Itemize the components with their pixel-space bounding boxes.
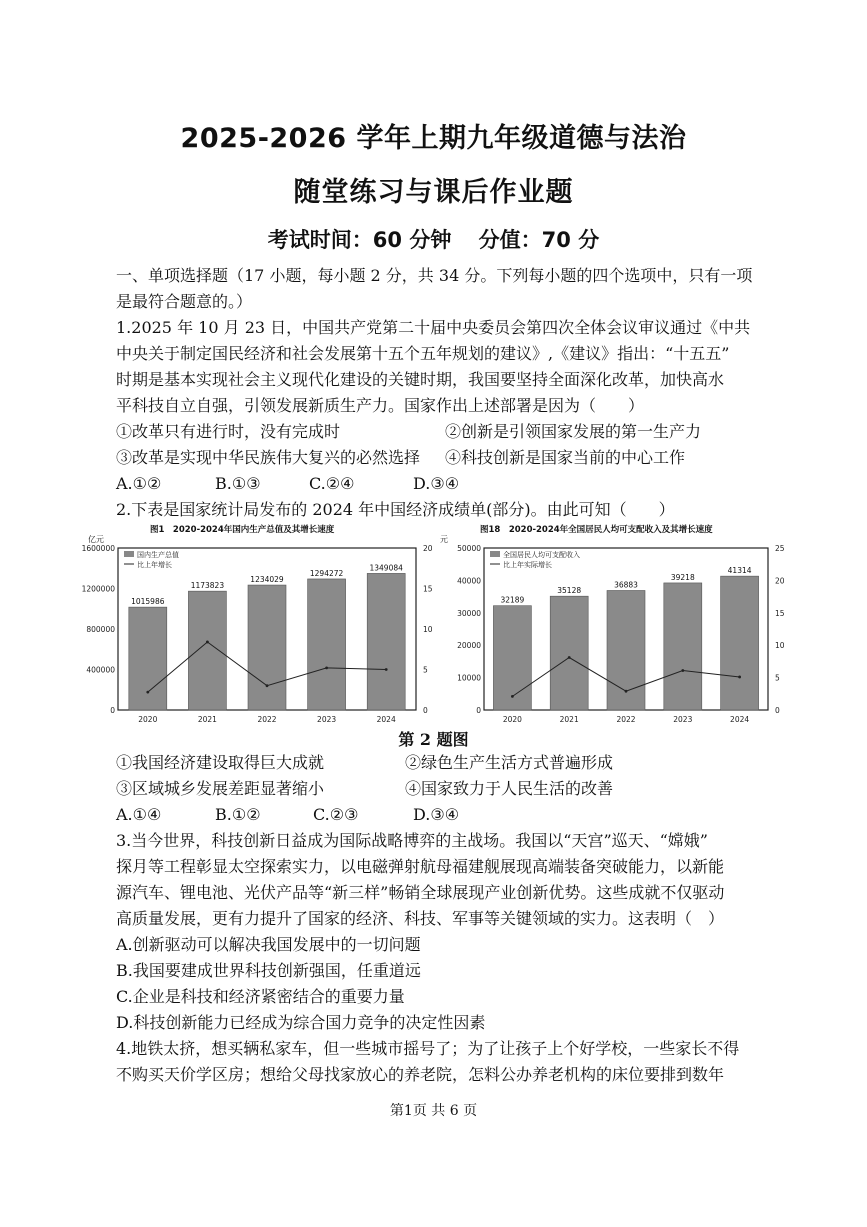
chart2-xtick-label: 2020 — [502, 715, 522, 724]
chart2-xtick-label: 2022 — [616, 715, 636, 724]
exam-subtitle: 随堂练习与课后作业题 — [293, 177, 574, 208]
exam-score: 分值：70 分 — [478, 228, 600, 252]
exam-info — [0, 224, 867, 254]
chart2-right-tick-label: 10 — [775, 641, 785, 651]
chart2-bar-value-label: 35128 — [557, 586, 582, 596]
chart2-legend-swatch-bar — [490, 551, 500, 557]
chart1-growth-point — [385, 668, 388, 671]
q4-stem-2: 不购买天价学区房；想给父母找家放心的养老院，怎料公办养老机构的床位要排到数年 — [116, 1065, 725, 1084]
chart1-xtick-label: 2021 — [197, 715, 217, 724]
chart1-xtick-label: 2020 — [138, 715, 158, 724]
chart2-right-tick-label: 15 — [775, 608, 785, 618]
q1-stem-3: 时期是基本实现社会主义现代化建设的关键时期，我国要坚持全面深化改革，加快高水 — [116, 370, 725, 389]
figure-caption: 第 2 题图 — [398, 730, 469, 749]
q1-stem-2: 中央关于制定国民经济和社会发展第十五个五年规划的建议》,《建议》指出：“十五五” — [116, 344, 730, 363]
chart1-right-tick-label: 5 — [423, 665, 428, 675]
chart1-title: 图1 2020-2024年国内生产总值及其增长速度 — [150, 525, 335, 535]
chart2-bar-value-label: 39218 — [670, 572, 695, 582]
q3-option-d: D.科技创新能力已经成为综合国力竞争的决定性因素 — [116, 1013, 486, 1032]
chart2-ytick-label: 0 — [476, 706, 481, 715]
chart2-growth-point — [625, 690, 628, 693]
q3-option-a: A.创新驱动可以解决我国发展中的一切问题 — [116, 935, 421, 954]
chart2-bar — [493, 606, 531, 710]
chart1-xtick-label: 2022 — [257, 715, 277, 724]
chart1-bar-value-label: 1015986 — [131, 597, 165, 607]
gdp-chart — [81, 520, 438, 730]
q3-stem-2: 探月等工程彰显太空探索实力，以电磁弹射航母福建舰展现高端装备突破能力，以新能 — [116, 857, 725, 876]
q2-option-c: C.②③ — [313, 805, 359, 824]
chart2-right-tick-label: 0 — [775, 706, 780, 715]
chart2-bar — [550, 596, 588, 710]
chart2-growth-point — [511, 695, 514, 698]
chart1-right-tick-label: 10 — [423, 625, 433, 634]
chart2-bar — [664, 583, 702, 710]
chart1-ytick-label: 0 — [110, 706, 115, 715]
chart2-growth-point — [738, 676, 741, 679]
exam-title: 2025-2026 学年上期九年级道德与法治 — [180, 123, 687, 154]
chart1-right-tick-label: 15 — [423, 584, 433, 594]
q1-option-a: A.①② — [116, 474, 162, 493]
q2-statement-1: ①我国经济建设取得巨大成就 — [116, 753, 325, 772]
income-chart — [440, 520, 792, 730]
chart2-ytick-label: 30000 — [457, 608, 481, 618]
q1-option-b: B.①③ — [215, 474, 261, 493]
q1-statement-3: ③改革是实现中华民族伟大复兴的必然选择 — [116, 448, 421, 467]
chart2-right-tick-label: 20 — [775, 576, 785, 586]
chart1-growth-point — [325, 666, 328, 669]
chart2-ytick-label: 50000 — [457, 544, 481, 553]
chart2-xtick-label: 2023 — [673, 715, 693, 724]
chart1-growth-point — [206, 641, 209, 644]
chart2-legend-label: 全国居民人均可支配收入 — [503, 551, 580, 559]
q4-stem-1: 4.地铁太挤，想买辆私家车，但一些城市摇号了；为了让孩子上个好学校，一些家长不得 — [116, 1039, 740, 1058]
q1-statement-1: ①改革只有进行时，没有完成时 — [116, 422, 341, 441]
q2-option-a: A.①④ — [116, 805, 162, 824]
chart1-bar-value-label: 1349084 — [369, 563, 403, 573]
chart1-bar — [308, 579, 346, 710]
chart1-growth-point — [146, 691, 149, 694]
chart1-legend-swatch-bar — [124, 551, 134, 557]
chart2-bar-value-label: 41314 — [727, 566, 752, 576]
chart2-ytick-label: 20000 — [457, 641, 481, 651]
q3-stem-3: 源汽车、锂电池、光伏产品等“新三样”畅销全球展现产业创新优势。这些成就不仅驱动 — [116, 883, 725, 902]
q3-stem-1: 3.当今世界，科技创新日益成为国际战略博弈的主战场。我国以“天宫”巡天、“嫦娥” — [116, 831, 708, 850]
chart2-ytick-label: 40000 — [457, 576, 481, 586]
q3-stem-4: 高质量发展，更有力提升了国家的经济、科技、军事等关键领域的实力。这表明（ ） — [116, 909, 725, 928]
chart1-bar — [367, 573, 405, 710]
chart2-xtick-label: 2024 — [730, 715, 750, 724]
chart1-ytick-label: 1600000 — [81, 544, 115, 553]
chart1-ytick-label: 1200000 — [81, 584, 115, 594]
q1-stem-1: 1.2025 年 10 月 23 日，中国共产党第二十届中央委员会第四次全体会议审议通过《中共 — [116, 318, 751, 337]
chart2-right-tick-label: 25 — [775, 544, 785, 553]
chart1-right-tick-label: 0 — [423, 706, 428, 715]
chart1-xtick-label: 2024 — [376, 715, 396, 724]
chart2-growth-point — [681, 669, 684, 672]
exam-time: 考试时间：60 分钟 — [267, 228, 452, 252]
q2-option-b: B.①② — [215, 805, 261, 824]
chart2-bar-value-label: 32189 — [500, 595, 525, 605]
q2-statement-2: ②绿色生产生活方式普遍形成 — [405, 753, 614, 772]
q2-statement-3: ③区域城乡发展差距显著缩小 — [116, 779, 325, 798]
chart2-bar — [721, 576, 759, 710]
chart2-bar-value-label: 36883 — [614, 580, 638, 590]
chart2-title: 图18 2020-2024年全国居民人均可支配收入及其增长速度 — [480, 525, 713, 535]
chart1-bar — [248, 585, 286, 710]
chart1-xtick-label: 2023 — [317, 715, 337, 724]
chart1-bar — [188, 591, 226, 710]
section-intro-2: 是最符合题意的。） — [116, 292, 253, 311]
chart2-xtick-label: 2021 — [559, 715, 579, 724]
chart1-bar-value-label: 1234029 — [250, 575, 284, 585]
q2-option-d: D.③④ — [413, 805, 460, 824]
chart1-ytick-label: 800000 — [86, 625, 115, 634]
chart2-unit-label: 元 — [440, 535, 448, 544]
q1-statement-2: ②创新是引领国家发展的第一生产力 — [445, 422, 702, 441]
chart1-growth-point — [266, 684, 269, 687]
chart2-ytick-label: 10000 — [457, 673, 481, 683]
chart1-ytick-label: 400000 — [86, 665, 115, 675]
q1-option-c: C.②④ — [309, 474, 355, 493]
q1-statement-4: ④科技创新是国家当前的中心工作 — [445, 448, 686, 467]
q1-option-d: D.③④ — [413, 474, 460, 493]
chart1-right-tick-label: 20 — [423, 544, 433, 553]
q3-option-b: B.我国要建成世界科技创新强国，任重道远 — [116, 961, 421, 980]
section-intro: 一、单项选择题（17 小题，每小题 2 分，共 34 分。下列每小题的四个选项中，只有一项 — [116, 266, 753, 285]
q3-option-c: C.企业是科技和经济紧密结合的重要力量 — [116, 987, 405, 1006]
chart2-legend-label: 比上年实际增长 — [503, 561, 552, 569]
chart1-legend-label: 比上年增长 — [137, 561, 172, 569]
q2-statement-4: ④国家致力于人民生活的改善 — [405, 779, 614, 798]
chart2-growth-point — [568, 656, 571, 659]
chart1-bar-value-label: 1294272 — [309, 568, 344, 578]
q2-stem: 2.下表是国家统计局发布的 2024 年中国经济成绩单(部分)。由此可知（ ） — [116, 500, 675, 519]
chart1-bar — [129, 607, 167, 710]
chart2-right-tick-label: 5 — [775, 673, 780, 683]
chart1-bar-value-label: 1173823 — [190, 581, 225, 591]
page-number: 第1页 共 6 页 — [389, 1103, 478, 1119]
chart1-legend-label: 国内生产总值 — [137, 551, 179, 559]
q1-stem-4: 平科技自立自强，引领发展新质生产力。国家作出上述部署是因为（ ） — [116, 396, 645, 415]
chart1-unit-label: 亿元 — [88, 535, 104, 544]
